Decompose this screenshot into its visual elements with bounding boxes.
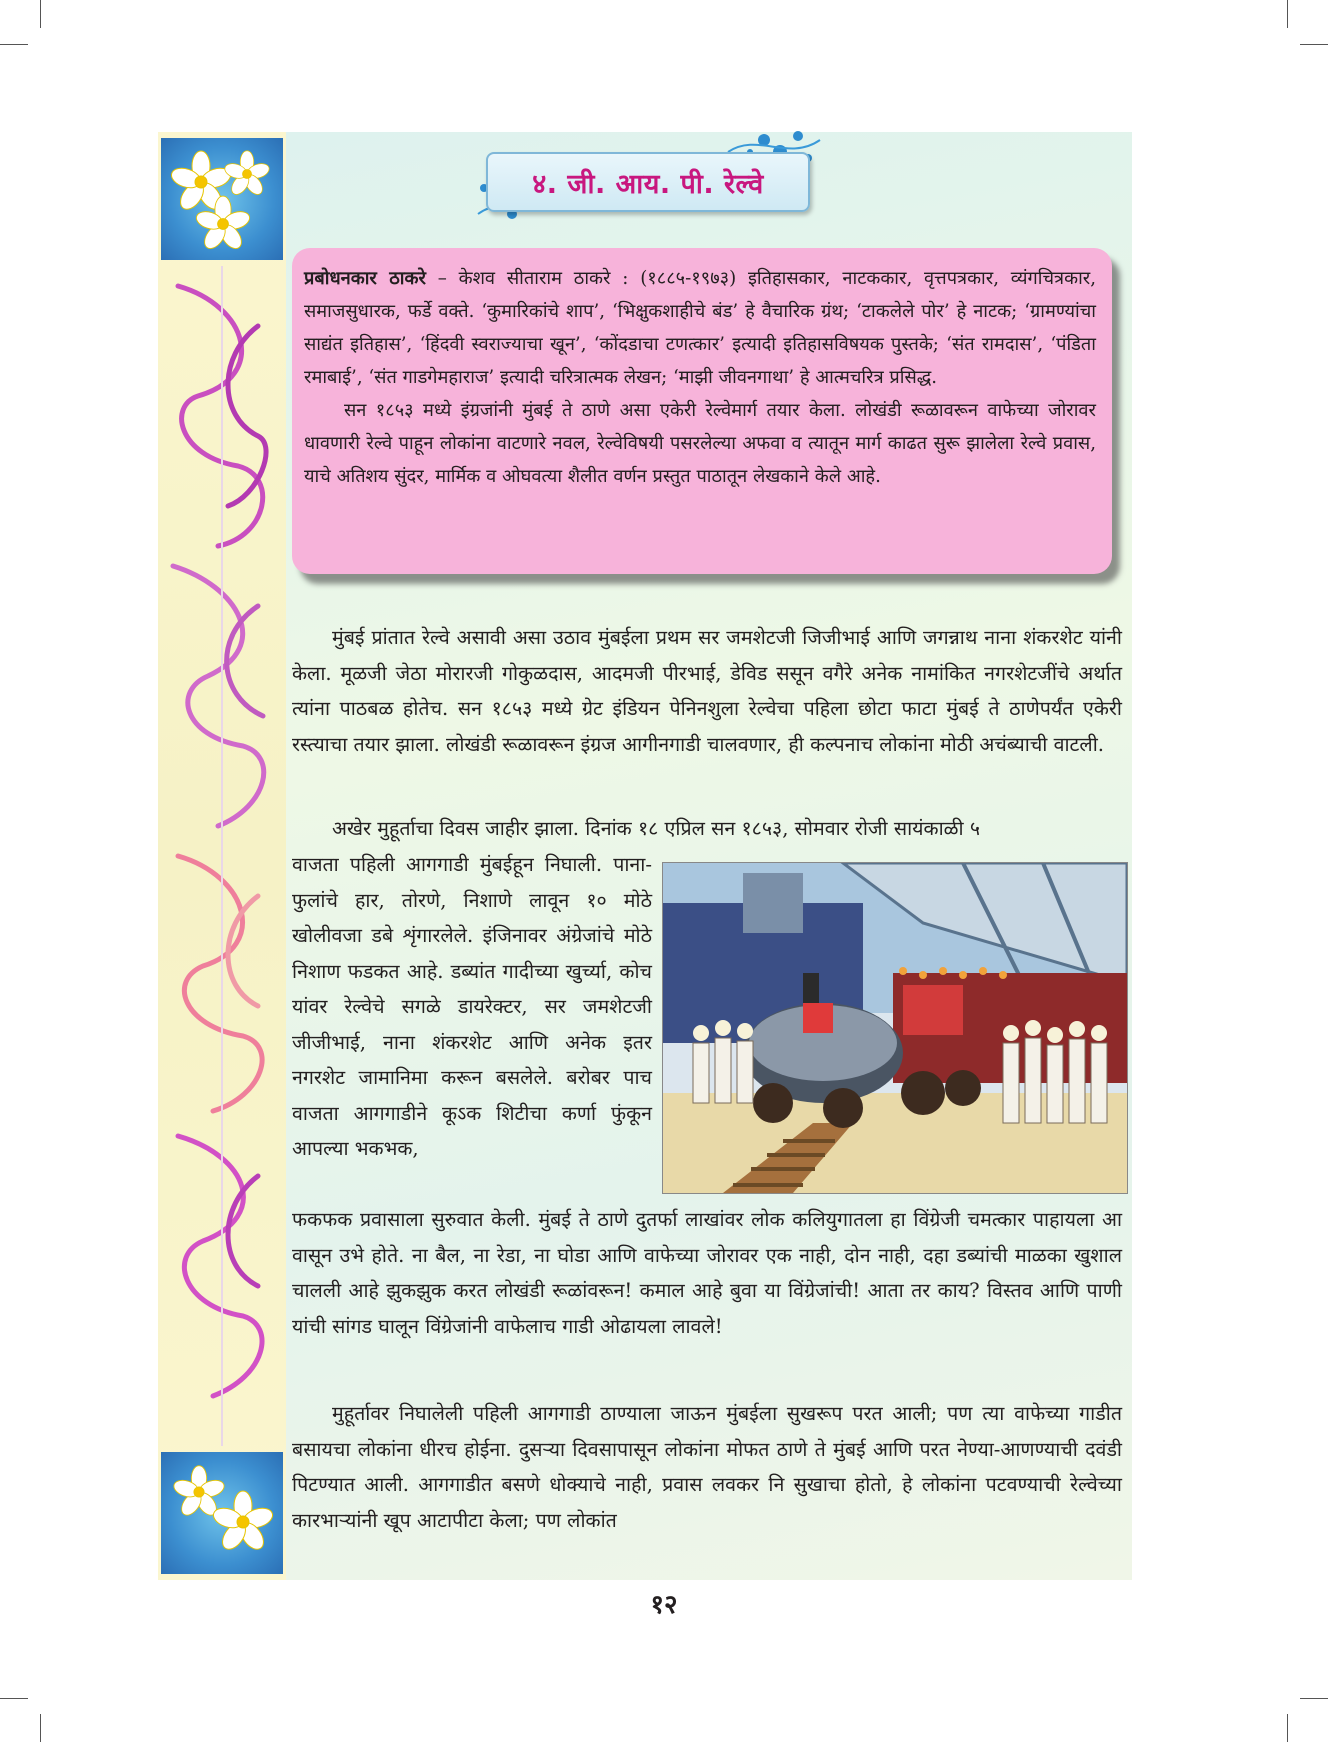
flower-icon	[161, 1452, 283, 1574]
lesson-title-box	[486, 152, 810, 212]
crop-mark	[1300, 44, 1328, 45]
crop-mark	[1300, 1698, 1328, 1699]
crop-mark	[1287, 0, 1288, 28]
lesson-summary: सन १८५३ मध्ये इंग्रजांनी मुंबई ते ठाणे असा एकेरी रेल्वेमार्ग तयार केला. लोखंडी रूळावरून वाफेच्या जोरावर धावणारी रेल्वे पाहून लोकांना वाटणारे नवल, रेल्वेविषयी पसरलेल्या अफवा व त्यातून मार्ग काढत सुरू झालेला रेल्वे प्रवास, याचे अतिशय सुंदर, मार्मिक व ओघवत्या शैलीत वर्णन प्रस्तुत पाठातून लेखकाने केले आहे.	[304, 400, 1096, 487]
author-intro-box	[292, 248, 1112, 574]
crop-mark	[40, 1714, 41, 1742]
train-illustration	[662, 862, 1128, 1194]
crop-mark	[1287, 1714, 1288, 1742]
crop-mark	[0, 44, 28, 45]
crop-mark	[40, 0, 41, 28]
author-name: प्रबोधनकार ठाकरे	[304, 268, 426, 289]
ornament-icon	[158, 266, 286, 1446]
crop-mark	[0, 1698, 28, 1699]
body-paragraph-1: मुंबई प्रांतात रेल्वे असावी असा उठाव मुंबईला प्रथम सर जमशेटजी जिजीभाई आणि जगन्नाथ नाना शंकरशेट यांनी केला. मूळजी जेठा मोरारजी गोकुळदास, आदमजी पीरभाई, डेविड ससून वगैरे अनेक नामांकित नगरशेटजींचे अर्थात त्यांना पाठबळ होतेच. सन १८५३ मध्ये ग्रेट इंडियन पेनिनशुला रेल्वेचा पहिला छोटा फाटा मुंबई ते ठाणेपर्यंत एकेरी रस्त्याचा तयार झाला. लोखंडी रूळावरून इंग्रज आगीनगाडी चालवणार, ही कल्पनाच लोकांना मोठी अचंब्याची वाटली.	[292, 626, 1122, 756]
author-bio-text: – केशव सीताराम ठाकरे : (१८८५-१९७३) इतिहासकार, नाटककार, वृत्तपत्रकार, व्यंगचित्रकार, समाजसुधारक, फर्डे वक्ते. ‘कुमारिकांचे शाप’, ‘भिक्षुकशाहीचे बंड’ हे वैचारिक ग्रंथ; ‘टाकलेले पोर’ हे नाटक; ‘ग्रामण्यांचा साद्यंत इतिहास’, ‘हिंदवी स्वराज्याचा खून’, ‘कोंदडाचा टणत्कार’ इत्यादी इतिहासविषयक पुस्तके; ‘संत रामदास’, ‘पंडिता रमाबाई’, ‘संत गाडगेमहाराज’ इत्यादी चरित्रात्मक लेखन; ‘माझी जीवनगाथा’ हे आत्मचरित्र प्रसिद्ध.	[304, 268, 1096, 388]
body-paragraph-2-rest: फकफक प्रवासाला सुरुवात केली. मुंबई ते ठाणे दुतर्फा लाखांवर लोक कलियुगातला हा विंग्रेजी चमत्कार पाहायला आ वासून उभे होते. ना बैल, ना रेडा, ना घोडा आणि वाफेच्या जोरावर एक नाही, दोन नाही, दहा डब्यांची माळका खुशाल चालली आहे झुकझुक करत लोखंडी रूळांवरून! कमाल आहे बुवा या विंग्रेजांची! आता तर काय? विस्तव आणि पाणी यांची सांगड घालून विंग्रेजांनी वाफेलाच गाडी ओढायला लावले!	[292, 1208, 1122, 1338]
page-number: १२	[650, 1590, 678, 1620]
body-paragraph-3: मुहूर्तावर निघालेली पहिली आगगाडी ठाण्याला जाऊन मुंबईला सुखरूप परत आली; पण त्या वाफेच्या गाडीत बसायचा लोकांना धीरच होईना. दुसऱ्या दिवसापासून लोकांना मोफत ठाणे ते मुंबई आणि परत नेण्या-आणण्याची दवंडी पिटण्यात आली. आगगाडीत बसणे धोक्याचे नाही, प्रवास लवकर नि सुखाचा होतो, हे लोकांना पटवण्याची रेल्वेच्या कारभाऱ्यांनी खूप आटापीटा केला; पण लोकांत	[292, 1402, 1122, 1532]
lesson-title: ४. जी. आय. पी. रेल्वे	[532, 168, 764, 200]
decorative-border-strip	[158, 132, 286, 1580]
body-paragraph-2-wrap: वाजता पहिली आगगाडी मुंबईहून निघाली. पाना-फुलांचे हार, तोरणे, निशाणे लावून १० मोठे खोलीवजा डबे शृंगारलेले. इंजिनावर अंग्रेजांचे मोठे निशाण फडकत आहे. डब्यांत गादीच्या खुर्च्या, कोच यांवर रेल्वेचे सगळे डायरेक्टर, सर जमशेटजी जीजीभाई, नाना शंकरशेट आणि अनेक इतर नगरशेट जामानिमा करून बसलेले. बरोबर पाच वाजता आगगाडीने कूऽक शिटीचा कर्णा फुंकून आपल्या भकभक,	[292, 853, 652, 1160]
author-bio	[304, 262, 1096, 394]
flower-icon	[161, 138, 283, 260]
body-paragraph-2-first-line: अखेर मुहूर्ताचा दिवस जाहीर झाला. दिनांक १८ एप्रिल सन १८५३, सोमवार रोजी सायंकाळी ५	[332, 817, 981, 840]
